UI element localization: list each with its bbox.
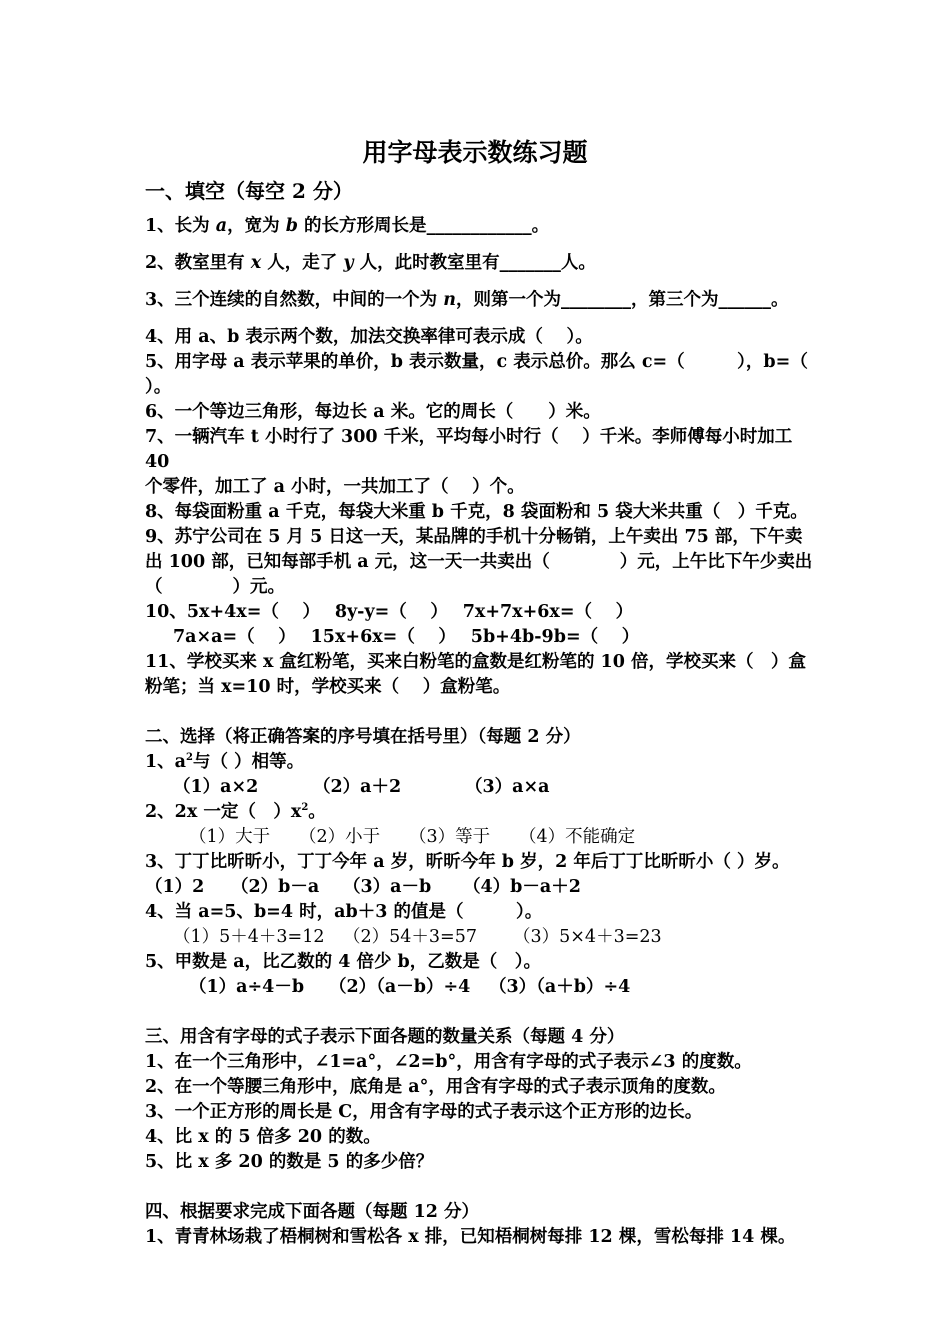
- s1-question-7-line2: 个零件，加工了 a 小时，一共加工了（ ）个。: [145, 477, 525, 497]
- answer-blank[interactable]: ______: [718, 290, 772, 310]
- s1-question-5-line1: 5、用字母 a 表示苹果的单价，b 表示数量，c 表示总价。那么 c=（ ），b=（: [145, 352, 808, 372]
- s1-question-8: 8、每袋面粉重 a 千克，每袋大米重 b 千克，8 袋面粉和 5 袋大米共重（ ）千克。: [145, 502, 808, 522]
- s3-question-3: 3、一个正方形的周长是 C，用含有字母的式子表示这个正方形的边长。: [145, 1102, 703, 1122]
- s3-question-5: 5、比 x 多 20 的数是 5 的多少倍？: [145, 1152, 434, 1172]
- s1-question-9-line2: 出 100 部，已知每部手机 a 元，这一天一共卖出（ ）元，上午比下午少卖出: [145, 552, 813, 572]
- s3-question-2: 2、在一个等腰三角形中，底角是 a°，用含有字母的式子表示顶角的度数。: [145, 1077, 726, 1097]
- var-n: n: [443, 290, 457, 310]
- q-text: 2、教室里有: [145, 253, 251, 273]
- q-text: 。: [531, 216, 550, 236]
- option[interactable]: （2）b－a: [231, 877, 320, 897]
- q-text: 人。: [560, 253, 596, 273]
- option[interactable]: （1）a×2: [173, 777, 259, 797]
- var-x: x: [250, 253, 262, 273]
- s1-question-9-line1: 9、苏宁公司在 5 月 5 日这一天，某品牌的手机十分畅销，上午卖出 75 部，下午卖: [145, 527, 803, 547]
- superscript: 2: [301, 802, 309, 813]
- option[interactable]: （2）54＋3=57: [343, 927, 477, 947]
- s2-question-2: [145, 800, 815, 825]
- option[interactable]: （1）大于: [189, 827, 271, 847]
- option[interactable]: （1）5＋4＋3=12: [173, 927, 325, 947]
- q-text: 的长方形周长是: [297, 216, 427, 236]
- s1-question-11-line2: 粉笔；当 x=10 时，学校买来（ ）盒粉笔。: [145, 677, 511, 697]
- s2-question-5-options: [145, 975, 815, 1000]
- s2-question-1-options: [145, 775, 815, 800]
- q-text: ，第三个为: [631, 290, 719, 310]
- option[interactable]: （4）不能确定: [519, 827, 636, 847]
- s1-question-1: [145, 214, 815, 239]
- s1-question-11-line1: 11、学校买来 x 盒红粉笔，买来白粉笔的盒数是红粉笔的 10 倍，学校买来（ ）盒: [145, 652, 807, 672]
- option[interactable]: （3）5×4＋3=23: [513, 927, 662, 947]
- page-title: 用字母表示数练习题: [362, 138, 588, 167]
- q-text: 。: [308, 802, 326, 822]
- q-text: ，则第一个为: [456, 290, 562, 310]
- option[interactable]: （3）（a＋b）÷4: [489, 977, 631, 997]
- option[interactable]: （4）b－a＋2: [463, 877, 581, 897]
- section3-heading: 三、用含有字母的式子表示下面各题的数量关系（每题 4 分）: [145, 1027, 625, 1047]
- s3-question-4: 4、比 x 的 5 倍多 20 的数。: [145, 1127, 381, 1147]
- answer-blank[interactable]: ____________: [426, 216, 532, 236]
- var-b: b: [285, 216, 298, 236]
- s4-question-1: 1、青青林场栽了梧桐树和雪松各 x 排，已知梧桐树每排 12 棵，雪松每排 14 棵。: [145, 1227, 796, 1247]
- s3-question-1: 1、在一个三角形中，∠1=a°，∠2=b°，用含有字母的式子表示∠3 的度数。: [145, 1052, 752, 1072]
- s1-question-6: 6、一个等边三角形，每边长 a 米。它的周长（ ）米。: [145, 402, 601, 422]
- q-text: 人，走了: [261, 253, 344, 273]
- option[interactable]: （2）（a－b）÷4: [329, 977, 471, 997]
- section4-heading: 四、根据要求完成下面各题（每题 12 分）: [145, 1202, 480, 1222]
- option[interactable]: （1）2: [145, 877, 205, 897]
- s1-question-3: [145, 288, 815, 313]
- worksheet-body: [145, 176, 815, 1250]
- s1-question-4: 4、用 a、b 表示两个数，加法交换率律可表示成（ ）。: [145, 327, 593, 347]
- option[interactable]: （1）a÷4－b: [189, 977, 305, 997]
- s2-question-2-options: [145, 825, 815, 850]
- s1-question-10-line1: 10、5x+4x=（ ） 8y-y=（ ） 7x+7x+6x=（ ）: [145, 602, 634, 622]
- section1-heading: 一、填空（每空 2 分）: [145, 179, 353, 203]
- s2-question-3: 3、丁丁比昕昕小，丁丁今年 a 岁，昕昕今年 b 岁，2 年后丁丁比昕昕小（ ）岁。: [145, 852, 790, 872]
- answer-blank[interactable]: _______: [499, 253, 561, 273]
- s1-question-10-line2: 7a×a=（ ） 15x+6x=（ ） 5b+4b-9b=（ ）: [173, 627, 640, 647]
- s2-question-1: [145, 750, 815, 775]
- option[interactable]: （3）a×a: [465, 777, 550, 797]
- s2-question-4-options: [145, 925, 815, 950]
- q-text: 1、a: [145, 752, 187, 772]
- q-text: ，宽为: [227, 216, 286, 236]
- s1-question-9-line3: （ ）元。: [145, 577, 285, 597]
- q-text: 。: [771, 290, 789, 310]
- s1-question-2: [145, 251, 815, 276]
- q-text: 2、2x 一定（ ）x: [145, 802, 302, 822]
- superscript: 2: [186, 752, 193, 763]
- answer-blank[interactable]: ________: [561, 290, 632, 310]
- option[interactable]: （2）a＋2: [313, 777, 402, 797]
- option[interactable]: （2）小于: [299, 827, 381, 847]
- s1-question-7-line1: 7、一辆汽车 t 小时行了 300 千米，平均每小时行（ ）千米。李师傅每小时加工 40: [145, 427, 793, 472]
- s2-question-5: 5、甲数是 a，比乙数的 4 倍少 b，乙数是（ ）。: [145, 952, 542, 972]
- q-text: 与（ ）相等。: [192, 752, 305, 772]
- q-text: 1、长为: [145, 216, 216, 236]
- section2-heading: 二、选择（将正确答案的序号填在括号里）（每题 2 分）: [145, 727, 581, 747]
- var-y: y: [343, 253, 354, 273]
- var-a: a: [215, 216, 228, 236]
- q-text: 人，此时教室里有: [353, 253, 500, 273]
- s2-question-3-options: [145, 875, 815, 900]
- option[interactable]: （3）a－b: [343, 877, 432, 897]
- s2-question-4: 4、当 a=5、b=4 时，ab＋3 的值是（ ）。: [145, 902, 543, 922]
- q-text: 3、三个连续的自然数，中间的一个为: [145, 290, 444, 310]
- option[interactable]: （3）等于: [409, 827, 491, 847]
- s1-question-5-line2: ）。: [145, 377, 172, 397]
